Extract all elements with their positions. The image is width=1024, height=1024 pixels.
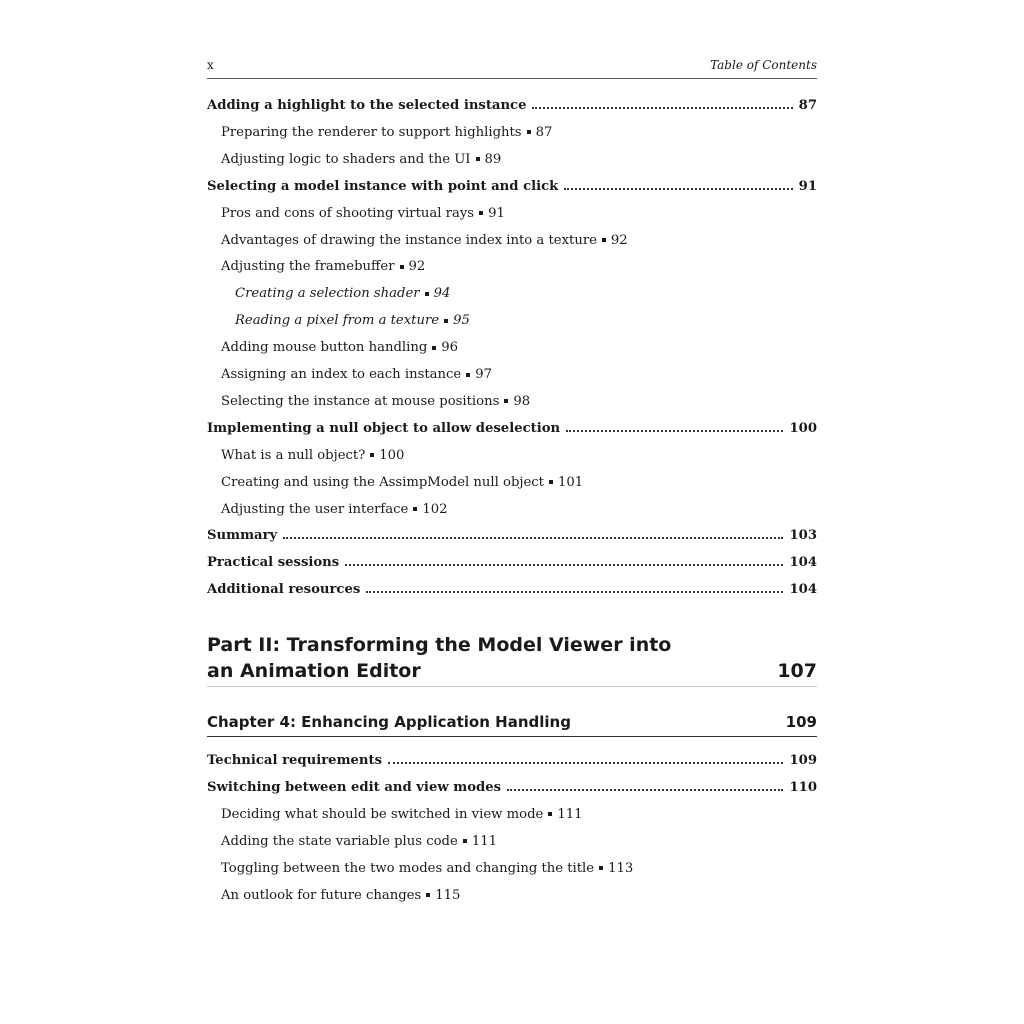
toc-entry[interactable] [207,804,817,826]
toc-entry-title: Summary [207,528,278,544]
toc-entry-title: Additional resources [207,582,361,598]
toc-entry-page: 92 [610,232,628,248]
bullet-separator [504,399,508,403]
bullet-separator [476,157,480,161]
chapter-page: 109 [785,713,817,731]
dot-leader [283,537,783,539]
toc-entry[interactable] [207,525,817,547]
dot-leader [564,188,792,190]
toc-entry-title: Reading a pixel from a texture [235,313,440,329]
toc-entry-page: 110 [789,779,817,795]
chapter-heading [207,711,817,737]
toc-entry-page: 102 [422,501,448,517]
toc-entry-page: 97 [475,367,492,382]
chapter-title: Chapter 4: Enhancing Application Handling [207,713,571,731]
toc-entry-title: An outlook for future changes [221,887,422,903]
toc-entry-page: 115 [435,887,461,903]
bullet-separator [413,507,417,511]
toc-entry-title: Creating a selection shader [235,286,420,302]
toc-entry-title: Adjusting logic to shaders and the UI [221,151,471,167]
toc-entry-page: 91 [798,178,817,194]
toc-entry[interactable] [207,750,817,772]
dot-leader [345,564,783,566]
toc-entry-title: Adjusting the framebuffer [221,259,395,275]
toc-entry-title: Technical requirements [207,753,383,768]
bullet-separator [602,238,606,242]
toc-entry[interactable] [207,283,817,305]
bullet-separator [444,319,448,323]
toc-entry-title: Advantages of drawing the instance index into a texture [221,232,597,248]
toc-entry-title: Adding mouse button handling [221,340,428,356]
toc-page [207,0,817,1024]
toc-entry[interactable] [207,418,817,440]
toc-entry-title: Toggling between the two modes and changing the title [221,860,595,876]
bullet-separator [466,373,470,377]
toc-entry-page: 92 [408,259,426,275]
bullet-separator [527,130,531,134]
part-page: 107 [777,660,817,682]
toc-entry-title: What is a null object? [221,447,366,463]
toc-entry[interactable] [207,230,817,252]
toc-entry-page: 109 [789,753,817,768]
toc-entry-title: Pros and cons of shooting virtual rays [221,205,475,221]
toc-entry-title: Assigning an index to each instance [221,367,462,382]
bullet-separator [548,812,552,816]
toc-entry-title: Selecting the instance at mouse positions [221,393,500,409]
dot-leader [532,107,792,109]
toc-entry-page: 100 [379,447,405,463]
bullet-separator [463,839,467,843]
header-page-number: x [207,58,214,72]
toc-entry-page: 94 [433,286,451,302]
dot-leader [388,762,783,764]
toc-entry[interactable] [207,858,817,880]
toc-entry-title: Adding a highlight to the selected instance [207,98,527,113]
bullet-separator [479,211,483,215]
toc-entry[interactable] [207,122,817,144]
header-title: Table of Contents [710,58,817,72]
toc-entry-page: 104 [789,555,817,571]
toc-entry[interactable] [207,176,817,198]
bullet-separator [549,480,553,484]
toc-entry-title: Selecting a model instance with point and click [207,178,559,194]
toc-entry[interactable] [207,203,817,225]
toc-entry-title: Implementing a null object to allow deselection [207,420,561,436]
toc-entry[interactable] [207,472,817,494]
toc-entry-page: 87 [798,98,817,113]
toc-entry-page: 104 [789,582,817,598]
toc-entry[interactable] [207,499,817,521]
bullet-separator [599,866,603,870]
toc-entry-page: 111 [557,806,583,822]
toc-entry-page: 103 [789,528,817,544]
toc-entry[interactable] [207,364,817,386]
toc-entry-page: 101 [557,474,584,490]
bullet-separator [432,346,436,350]
toc-entry-page: 89 [484,151,502,167]
bullet-separator [400,265,404,269]
toc-entry[interactable] [207,95,817,117]
toc-entry-title: Switching between edit and view modes [207,779,502,795]
toc-entry[interactable] [207,256,817,278]
toc-entry-title: Adjusting the user interface [221,501,409,517]
dot-leader [566,430,783,432]
toc-entry-page: 113 [608,860,634,876]
toc-entry-title: Preparing the renderer to support highlights [221,124,522,140]
toc-entry-page: 96 [441,340,459,356]
toc-entry-title: Deciding what should be switched in view mode [221,806,544,822]
toc-entry[interactable] [207,579,817,601]
toc-entry-page: 91 [488,205,505,221]
toc-entry[interactable] [207,445,817,467]
toc-entry-title: Creating and using the AssimpModel null object [221,474,544,490]
toc-entry-page: 111 [471,833,497,849]
toc-entry-page: 100 [789,420,817,436]
part-title: Part II: Transforming the Model Viewer into an Animation Editor [207,634,672,682]
toc-entry[interactable] [207,149,817,171]
toc-entry[interactable] [207,310,817,332]
bullet-separator [426,893,430,897]
dot-leader [507,789,783,791]
toc-entry[interactable] [207,337,817,359]
toc-entry[interactable] [207,552,817,574]
toc-entry[interactable] [207,777,817,799]
dot-leader [366,591,783,593]
toc-entry[interactable] [207,391,817,413]
toc-entry-page: 87 [535,124,553,140]
toc-entry-page: 95 [453,313,470,329]
page-header [207,56,817,79]
part-heading [207,632,817,687]
bullet-separator [370,453,374,457]
toc-entry[interactable] [207,831,817,853]
toc-entry[interactable] [207,885,817,907]
toc-entry-title: Adding the state variable plus code [221,833,458,849]
bullet-separator [425,292,429,296]
toc-entry-page: 98 [513,393,531,409]
toc-entry-title: Practical sessions [207,555,340,571]
